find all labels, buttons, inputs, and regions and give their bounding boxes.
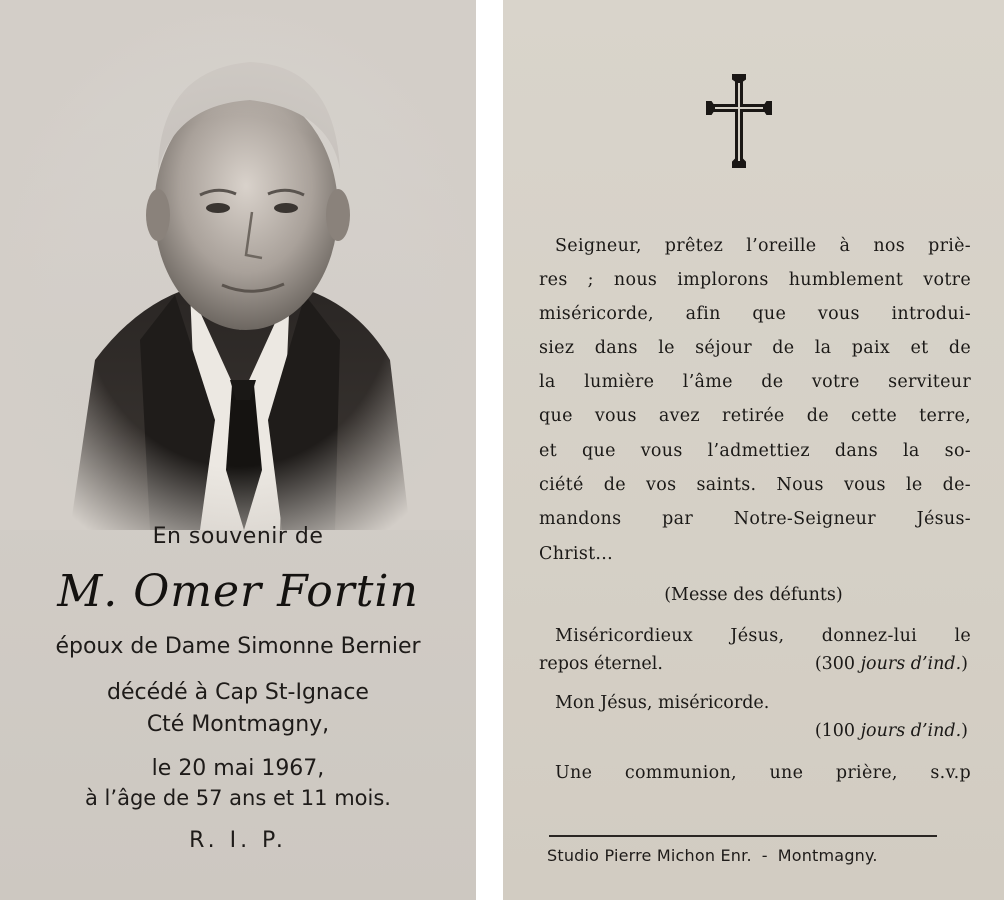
deceased-name: M. Omer Fortin bbox=[57, 566, 419, 617]
indulgence-300 bbox=[815, 654, 968, 674]
studio-town: Montmagny. bbox=[777, 846, 878, 865]
studio-credit bbox=[547, 846, 878, 865]
indulgence-300-open: (300 bbox=[814, 654, 856, 674]
prayer-source: (Messe des défunts) bbox=[664, 585, 843, 605]
studio-name: Studio Pierre Michon Enr. bbox=[547, 846, 752, 865]
indulgence-100-text: jours d’ind. bbox=[860, 721, 962, 741]
cross-icon bbox=[705, 73, 773, 169]
death-place: décédé à Cap St-Ignace bbox=[107, 680, 369, 705]
indulgence-300-text: jours d’ind. bbox=[860, 654, 962, 674]
prayer-line: miséricorde, afin que vous introdui- bbox=[539, 304, 971, 324]
indulgence-300-close: ) bbox=[961, 654, 968, 674]
prayer-line: Seigneur, prêtez l’oreille à nos priè- bbox=[555, 236, 971, 256]
invocation-2-line-1: Mon Jésus, miséricorde. bbox=[555, 693, 770, 713]
invocation-1-line-1: Miséricordieux Jésus, donnez-lui le bbox=[555, 626, 971, 646]
prayer-line: Christ... bbox=[539, 544, 614, 564]
prayer-line: que vous avez retirée de cette terre, bbox=[539, 406, 971, 426]
in-memory-heading: En souvenir de bbox=[152, 524, 324, 549]
prayer-line: ciété de vos saints. Nous vous le de- bbox=[539, 475, 971, 495]
prayer-line: la lumière l’âme de votre serviteur bbox=[539, 372, 971, 392]
rip-line: R. I. P. bbox=[189, 828, 287, 853]
indulgence-100-close: ) bbox=[961, 721, 968, 741]
invocation-1-line-2: repos éternel. bbox=[539, 654, 663, 674]
studio-separator: - bbox=[761, 846, 768, 865]
age-line: à l’âge de 57 ans et 11 mois. bbox=[85, 786, 391, 810]
prayer-line: siez dans le séjour de la paix et de bbox=[539, 338, 971, 358]
portrait-photo bbox=[0, 0, 476, 530]
indulgence-100 bbox=[815, 721, 968, 741]
indulgence-100-open: (100 bbox=[814, 721, 856, 741]
memorial-card-front bbox=[0, 0, 476, 900]
closing-request: Une communion, une prière, s.v.p bbox=[555, 763, 971, 783]
divider bbox=[549, 835, 937, 837]
memorial-card-back bbox=[503, 0, 1004, 900]
county-line: Cté Montmagny, bbox=[146, 712, 330, 737]
prayer-line: mandons par Notre-Seigneur Jésus- bbox=[539, 509, 971, 529]
prayer-line: res ; nous implorons humblement votre bbox=[539, 270, 971, 290]
spouse-line: époux de Dame Simonne Bernier bbox=[55, 634, 421, 659]
death-date: le 20 mai 1967, bbox=[151, 756, 325, 781]
prayer-line: et que vous l’admettiez dans la so- bbox=[539, 441, 971, 461]
